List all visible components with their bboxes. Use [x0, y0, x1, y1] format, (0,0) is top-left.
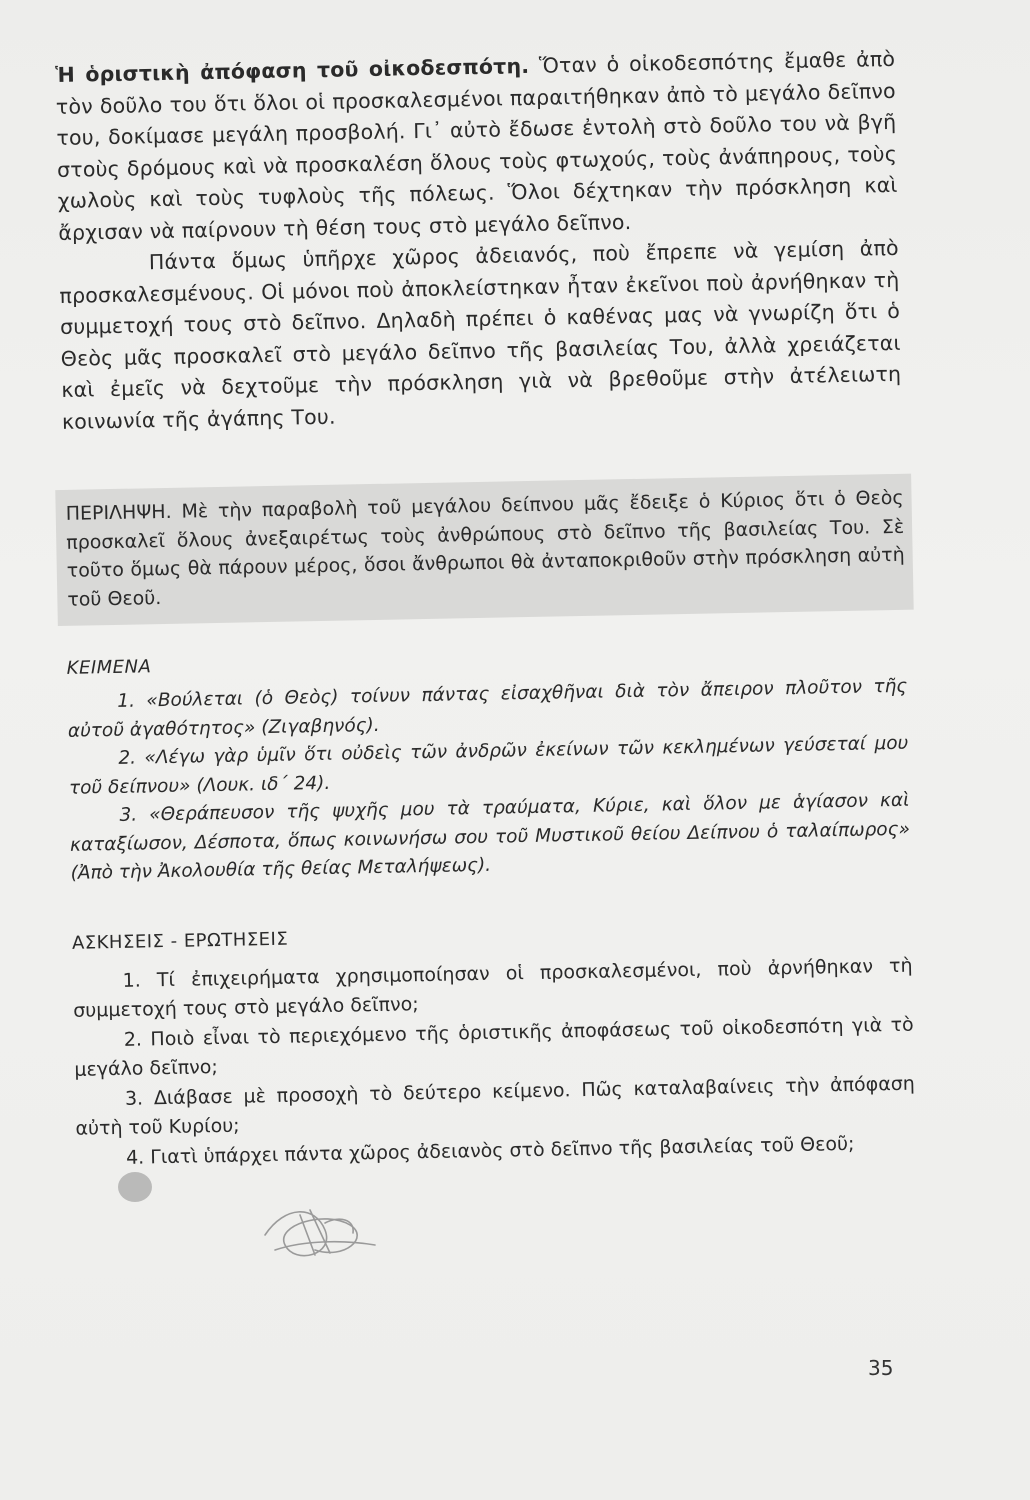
keimena-item: 3. «Θεράπευσον τῆς ψυχῆς μου τὰ τραύματα, Κύριε, καὶ ὅλον με ἁγίασον καὶ καταξίωσον, Δέσποτα, ὅπως κοινωνήσω σου τοῦ Μυστικοῦ θείου Δείπνου ὁ ταλαίπωρος» (Ἀπὸ τὴν Ἀκολουθία τῆς θείας Μεταλήψεως). — [69, 789, 911, 884]
keimena-heading: ΚΕΙΜΕΝΑ — [66, 656, 152, 679]
pencil-scribble-signature — [255, 1195, 385, 1275]
summary-box — [55, 474, 913, 626]
paragraph-decision — [55, 44, 898, 249]
exercises-list — [72, 951, 916, 1174]
exercises-heading: ΑΣΚΗΣΕΙΣ - ΕΡΩΤΗΣΕΙΣ — [71, 928, 289, 954]
paragraph-decision-text: Ὅταν ὁ οἰκοδεσπότης ἔμαθε ἀπὸ τὸν δοῦλο του ὅτι ὅλοι οἱ προσκαλεσμένοι παραιτήθηκαν ἀπὸ τὸ μεγάλο δεῖπνο του, δοκίμασε μεγάλη προσβολή. Γι᾿ αὐτὸ ἔδωσε ἐντολὴ στὸ δοῦλο του νὰ βγῆ στοὺς δρόμους καὶ νὰ προσκαλέση ὅλους τοὺς φτωχούς, τοὺς ἀνάπηρους, τοὺς χωλοὺς καὶ τοὺς τυφλοὺς τῆς πόλεως. Ὅλοι δέχτηκαν τὴν πρόσκληση καὶ ἄρχισαν νὰ παίρνουν τὴ θέση τους στὸ μεγάλο δεῖπνο. — [55, 46, 898, 245]
paragraph-empty-place: Πάντα ὅμως ὑπῆρχε χῶρος ἀδειανός, ποὺ ἔπρεπε νὰ γεμίση ἀπὸ προσκαλεσμένους. Οἱ μόνοι ποὺ ἀποκλείστηκαν ἦταν ἐκεῖνοι ποὺ ἀρνήθηκαν τὴ συμμετοχή τους στὸ δεῖπνο. Δηλαδὴ πρέπει ὁ καθένας μας νὰ γνωρίζη ὅτι ὁ Θεὸς μᾶς προσκαλεῖ στὸ μεγάλο δεῖπνο τῆς βασιλείας Του, ἀλλὰ χρειάζεται καὶ ἐμεῖς νὰ δεχτοῦμε τὴν πρόσκληση γιὰ νὰ βρεθοῦμε στὴν ἀτέλειωτη κοινωνία τῆς ἀγάπης Του. — [59, 235, 902, 434]
page-number: 35 — [868, 1356, 894, 1380]
summary-text: ΠΕΡΙΛΗΨΗ. Μὲ τὴν παραβολὴ τοῦ μεγάλου δείπνου μᾶς ἔδειξε ὁ Κύριος ὅτι ὁ Θεὸς προσκαλεῖ ὅλους ἀνεξαιρέτως τοὺς ἀνθρώπους στὸ δεῖπνο τῆς βασιλείας Του. Σὲ τοῦτο ὅμως θὰ πάρουν μέρος, ὅσοι ἄνθρωποι θὰ ἀνταποκριθοῦν στὴν πρόσκληση αὐτὴ τοῦ Θεοῦ. — [65, 486, 905, 611]
exercise-item: 1. Τί ἐπιχειρήματα χρησιμοποίησαν οἱ προσκαλεσμένοι, ποὺ ἀρνήθηκαν τὴ συμμετοχή τους στὸ μεγάλο δεῖπνο; — [73, 954, 913, 1022]
exercise-item: 3. Διάβασε μὲ προσοχὴ τὸ δεύτερο κείμενο. Πῶς καταλαβαίνεις τὴν ἀπόφαση αὐτὴ τοῦ Κυρίου; — [75, 1072, 916, 1140]
pencil-smudge — [118, 1172, 152, 1202]
keimena-list — [67, 673, 911, 889]
keimena-item: 1. «Βούλεται (ὁ Θεὸς) τοίνυν πάντας εἰσαχθῆναι διὰ τὸν ἄπειρον πλοῦτον τῆς αὐτοῦ ἀγαθότητος» (Ζιγαβηνός). — [67, 675, 908, 742]
exercise-item: 2. Ποιὸ εἶναι τὸ περιεχόμενο τῆς ὁριστικῆς ἀποφάσεως τοῦ οἰκοδεσπότη γιὰ τὸ μεγάλο δεῖπνο; — [74, 1013, 914, 1081]
keimena-item: 2. «Λέγω γὰρ ὑμῖν ὅτι οὐδεὶς τῶν ἀνδρῶν ἐκείνων τῶν κεκλημένων γεύσεταί μου τοῦ δείπνου» (Λουκ. ιδ΄ 24). — [68, 732, 909, 799]
page-content — [55, 44, 916, 1174]
exercise-item: 4. Γιατὶ ὑπάρχει πάντα χῶρος ἀδειανὸς στὸ δεῖπνο τῆς βασιλείας τοῦ Θεοῦ; — [125, 1132, 855, 1169]
paragraph-lead-title: Ἡ ὁριστικὴ ἀπόφαση τοῦ οἰκοδεσπότη. — [55, 53, 530, 87]
